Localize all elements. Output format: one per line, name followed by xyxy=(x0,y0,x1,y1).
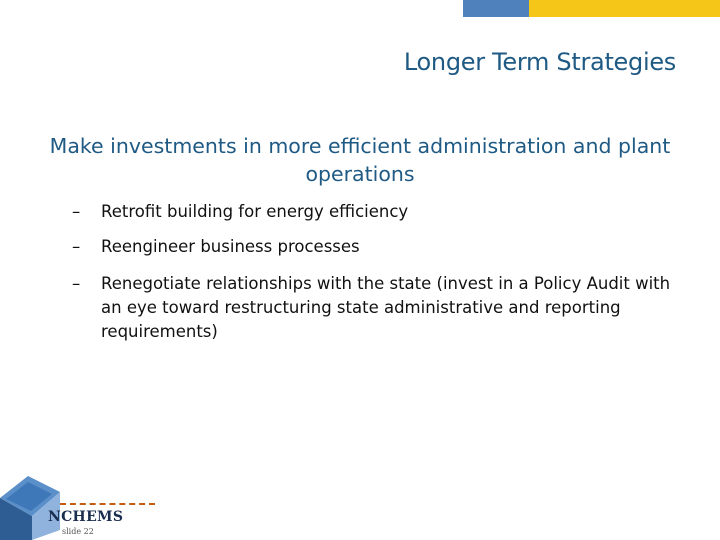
sub-point-text: Renegotiate relationships with the state (invest in a Policy Audit with an eye toward restructuring state administrative and reporting requirements) xyxy=(101,274,671,341)
dash-bullet: – xyxy=(72,274,81,293)
top-accent-bar-gold xyxy=(529,0,720,17)
sub-point-item xyxy=(72,272,681,344)
sub-point-text: Reengineer business processes xyxy=(101,237,360,256)
sub-point-text: Retrofit building for energy efficiency xyxy=(101,202,409,221)
main-point: Make investments in more efficient administration and plant operations xyxy=(49,134,671,186)
logo-text: NCHEMS xyxy=(48,509,124,525)
dash-bullet: – xyxy=(72,237,81,256)
dash-bullet: – xyxy=(72,202,81,221)
sub-point-item xyxy=(72,235,681,259)
sub-point-item xyxy=(72,200,681,224)
slide-title: Longer Term Strategies xyxy=(403,48,676,76)
logo-divider xyxy=(60,503,155,505)
slide-number: slide 22 xyxy=(62,527,94,536)
top-accent-bar-blue xyxy=(463,0,529,17)
